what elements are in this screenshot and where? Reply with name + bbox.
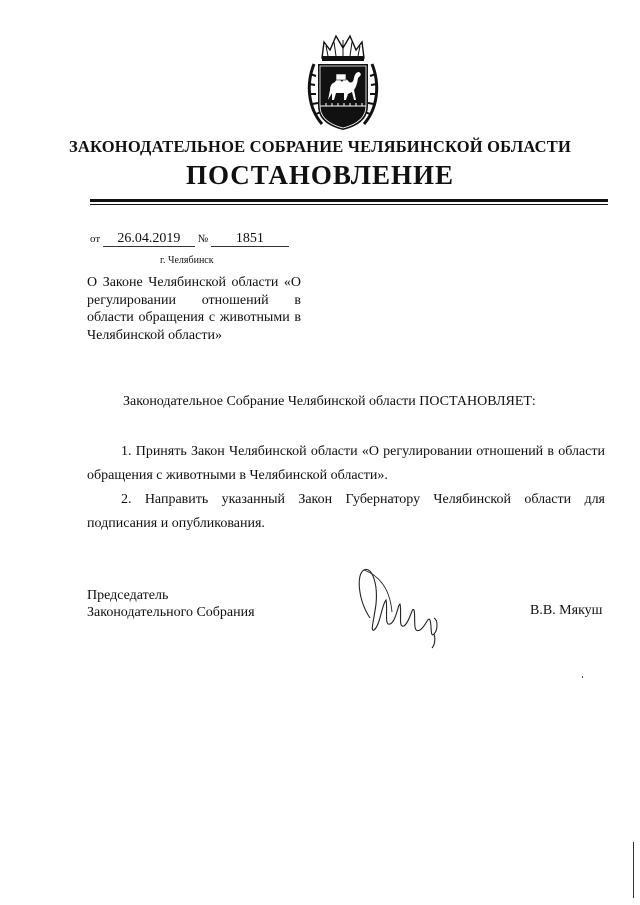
signatory-name: В.В. Мякуш	[530, 603, 603, 618]
number-prefix: №	[197, 233, 209, 245]
header-rule-thin	[90, 204, 608, 205]
scan-artifact	[582, 676, 583, 678]
document-date: 26.04.2019	[103, 232, 195, 247]
signatory-title-line: Законодательного Собрания	[87, 605, 255, 620]
signatory-title-line: Председатель	[87, 588, 169, 603]
resolution-item: 2. Направить указанный Закон Губернатору Челябинской области для подписания и опубликования.	[87, 492, 605, 531]
document-type-title: ПОСТАНОВЛЕНИЕ	[185, 160, 455, 190]
date-prefix: от	[90, 233, 101, 245]
organization-title: ЗАКОНОДАТЕЛЬНОЕ СОБРАНИЕ ЧЕЛЯБИНСКОЙ ОБЛАСТИ	[68, 137, 572, 156]
preamble: Законодательное Собрание Челябинской области ПОСТАНОВЛЯЕТ:	[123, 394, 536, 409]
document-city: г. Челябинск	[160, 255, 214, 266]
document-meta-line	[90, 232, 289, 247]
scan-edge-mark	[633, 842, 634, 898]
header-rule-thick	[90, 199, 608, 202]
coat-of-arms-icon	[300, 28, 386, 136]
resolution-body	[87, 440, 605, 536]
handwritten-signature-icon	[350, 560, 460, 652]
document-number: 1851	[211, 232, 289, 247]
resolution-item: 1. Принять Закон Челябинской области «О регулировании отношений в области обращения с животными в Челябинской области».	[87, 444, 605, 483]
document-subject: О Законе Челябинской области «О регулировании отношений в области обращения с животными в Челябинской области»	[87, 275, 301, 343]
signatory-title	[87, 587, 255, 621]
